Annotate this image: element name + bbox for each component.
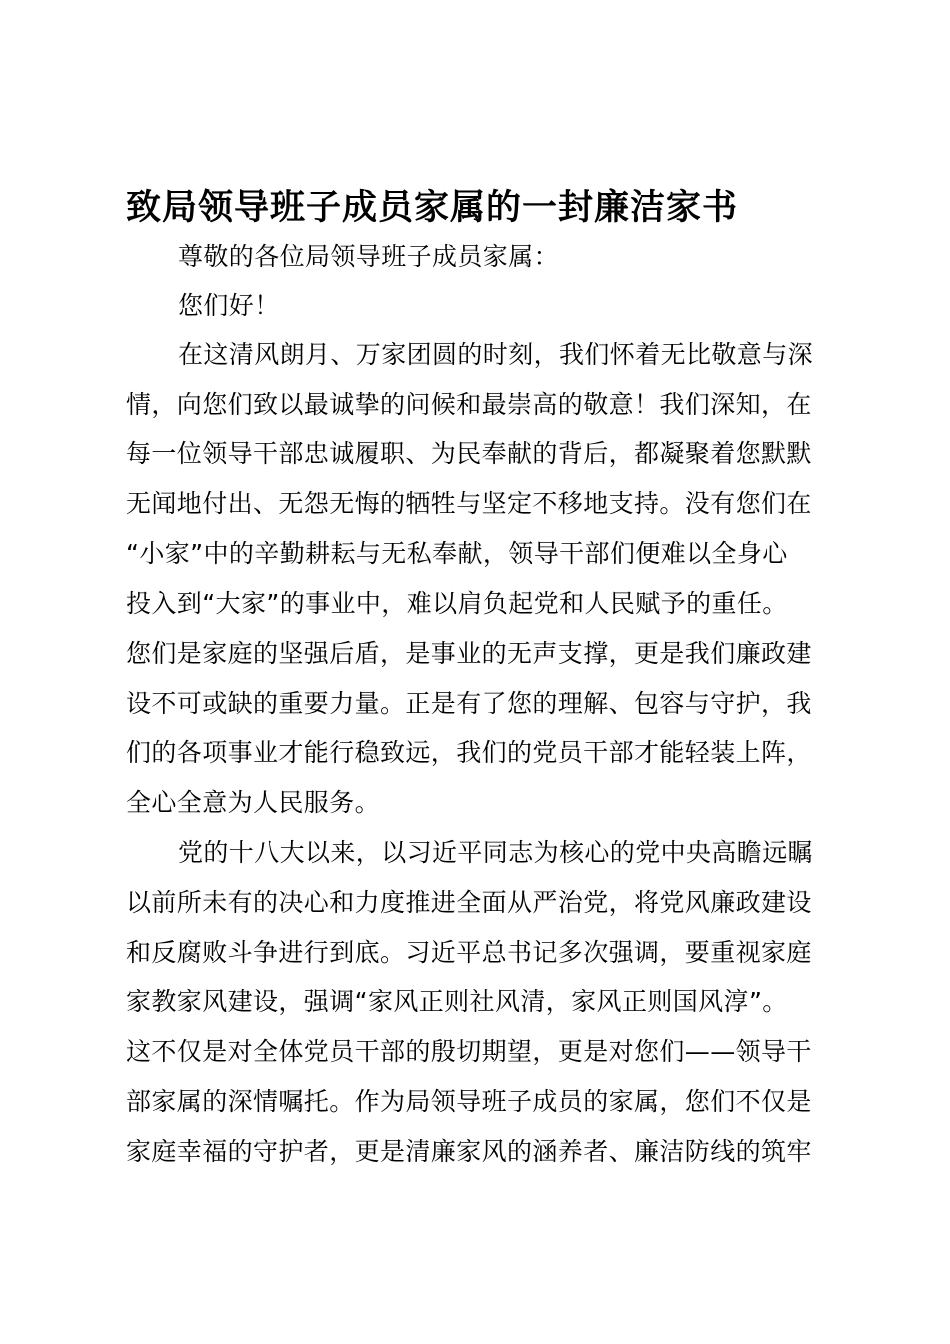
salutation: 尊敬的各位局领导班子成员家属：: [178, 242, 560, 271]
greeting: 您们好！: [178, 291, 280, 320]
paragraph-line: 无闻地付出、无怨无悔的牺牲与坚定不移地支持。没有您们在: [126, 489, 812, 518]
paragraph-line: 家教家风建设，强调“家风正则社风清，家风正则国风淳”。: [126, 987, 788, 1016]
paragraph-line: “小家”中的辛勤耕耘与无私奉献，领导干部们便难以全身心: [126, 539, 788, 568]
paragraph-line: 情，向您们致以最诚挚的问候和最崇高的敬意！我们深知，在: [126, 390, 812, 419]
paragraph-line: 投入到“大家”的事业中，难以肩负起党和人民赋予的重任。: [126, 589, 788, 618]
paragraph-line: 在这清风朗月、万家团圆的时刻，我们怀着无比敬意与深: [178, 340, 814, 369]
paragraph-line: 和反腐败斗争进行到底。习近平总书记多次强调，要重视家庭: [126, 938, 812, 967]
paragraph-line: 每一位领导干部忠诚履职、为民奉献的背后，都凝聚着您默默: [126, 439, 812, 468]
paragraph-line: 这不仅是对全体党员干部的殷切期望，更是对您们——领导干: [126, 1037, 812, 1066]
paragraph-line: 设不可或缺的重要力量。正是有了您的理解、包容与守护，我: [126, 689, 812, 718]
paragraph-line: 家庭幸福的守护者，更是清廉家风的涵养者、廉洁防线的筑牢: [126, 1137, 812, 1166]
paragraph-line: 党的十八大以来，以习近平同志为核心的党中央高瞻远瞩: [178, 838, 814, 867]
document-title: 致局领导班子成员家属的一封廉洁家书: [126, 188, 739, 228]
paragraph-line: 全心全意为人民服务。: [126, 788, 381, 817]
paragraph-line: 部家属的深情嘱托。作为局领导班子成员的家属，您们不仅是: [126, 1087, 812, 1116]
paragraph-line: 您们是家庭的坚强后盾，是事业的无声支撑，更是我们廉政建: [126, 639, 812, 668]
paragraph-line: 以前所未有的决心和力度推进全面从严治党，将党风廉政建设: [126, 888, 812, 917]
paragraph-line: 们的各项事业才能行稳致远，我们的党员干部才能轻装上阵，: [126, 738, 812, 767]
